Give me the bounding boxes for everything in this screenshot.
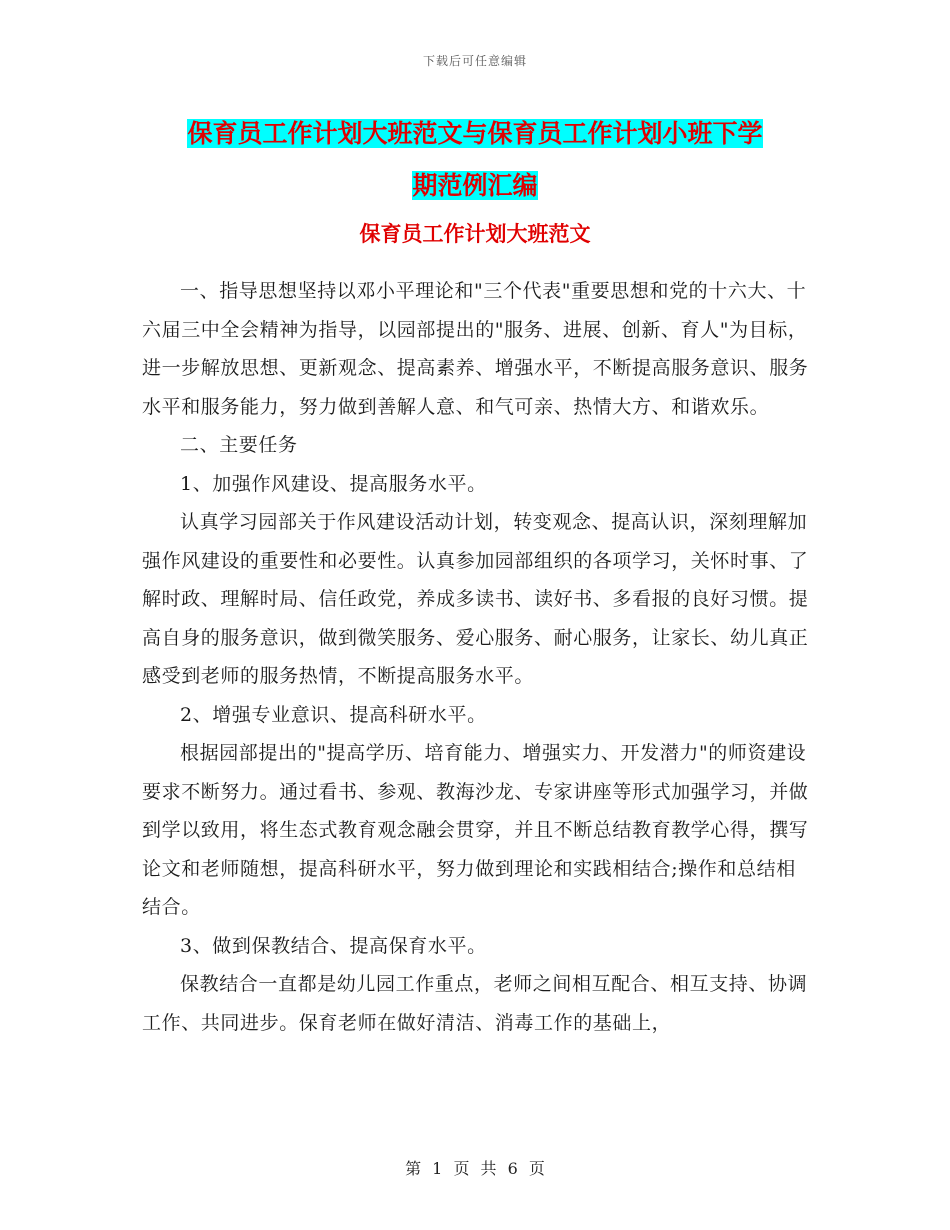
page-header-note: 下载后可任意编辑: [422, 54, 527, 68]
document-body: [142, 272, 812, 1042]
document-title: [140, 108, 810, 212]
paragraph-task-2-body: 根据园部提出的"提高学历、培育能力、增强实力、开发潜力"的师资建设要求不断努力。通过看书、参观、教海沙龙、专家讲座等形式加强学习，并做到学以致用，将生态式教育观念融会贯穿，并且不断总结教育教学心得，撰写论文和老师随想，提高科研水平，努力做到理论和实践相结合;操作和总结相结合。: [142, 742, 809, 918]
paragraph-task-2-heading: 2、增强专业意识、提高科研水平。: [180, 703, 487, 726]
paragraph-task-1-heading: 1、加强作风建设、提高服务水平。: [180, 472, 487, 495]
document-title-line2: 期范例汇编: [412, 171, 538, 200]
paragraph-task-3-heading: 3、做到保教结合、提高保育水平。: [180, 934, 487, 957]
paragraph-guiding-ideology: 一、指导思想坚持以邓小平理论和"三个代表"重要思想和党的十六大、十六届三中全会精神为指导，以园部提出的"服务、进展、创新、育人"为目标，进一步解放思想、更新观念、提高素养、增强水平，不断提高服务意识、服务水平和服务能力，努力做到善解人意、和气可亲、热情大方、和谐欢乐。: [142, 280, 809, 418]
paragraph-task-1-body: 认真学习园部关于作风建设活动计划，转变观念、提高认识，深刻理解加强作风建设的重要性和必要性。认真参加园部组织的各项学习，关怀时事、了解时政、理解时局、信任政党，养成多读书、读好书、多看报的良好习惯。提高自身的服务意识，做到微笑服务、爱心服务、耐心服务，让家长、幼儿真正感受到老师的服务热情，不断提高服务水平。: [142, 511, 809, 687]
document-title-line1: 保育员工作计划大班范文与保育员工作计划小班下学: [187, 119, 763, 148]
paragraph-task-3-body: 保教结合一直都是幼儿园工作重点，老师之间相互配合、相互支持、协调工作、共同进步。保育老师在做好清洁、消毒工作的基础上，: [142, 973, 808, 1034]
section-title: 保育员工作计划大班范文: [359, 222, 591, 246]
page-number-footer: 第 1 页 共 6 页: [405, 1159, 545, 1178]
paragraph-main-tasks-heading: 二、主要任务: [180, 434, 298, 456]
